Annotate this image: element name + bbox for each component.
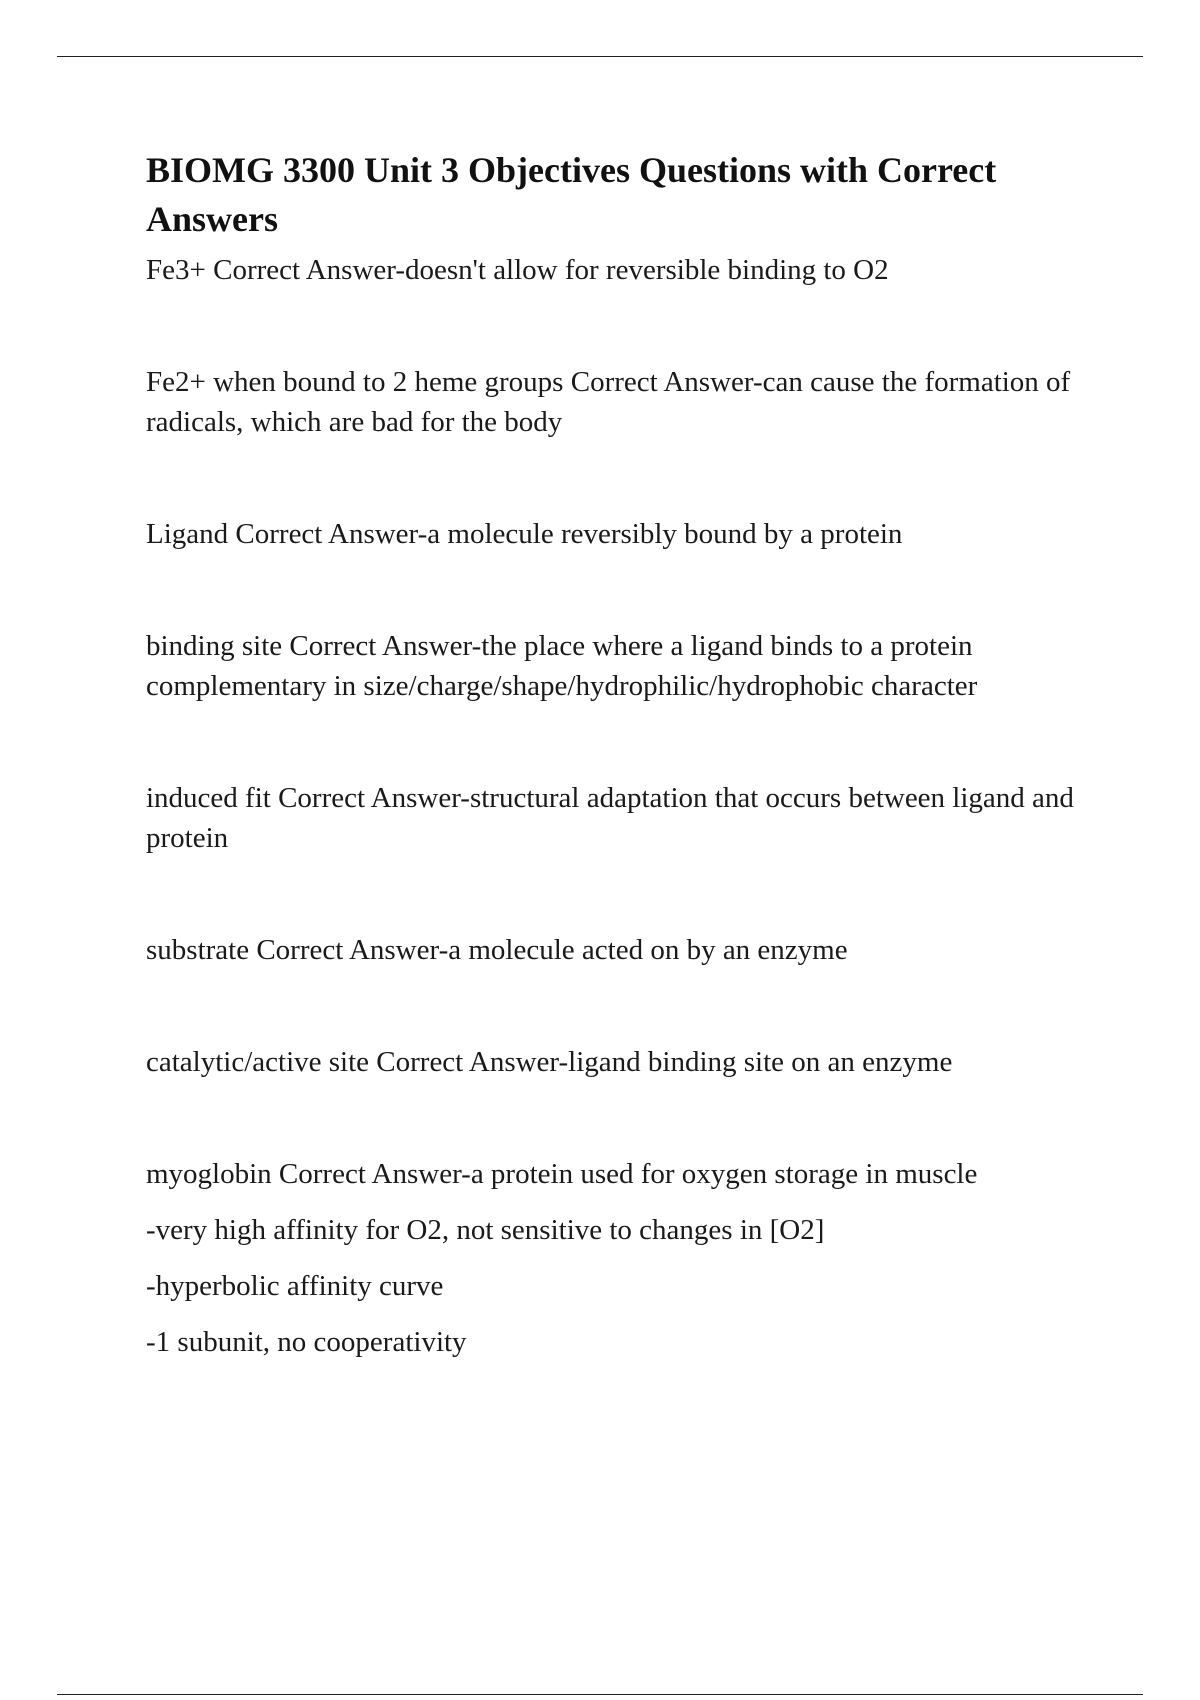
entry-answer: structural adaptation that occurs between ligand and protein [146,782,1074,854]
entry-term: substrate [146,934,250,966]
qa-entry [146,1042,1086,1082]
entry-answer: can cause the formation of radicals, which are bad for the body [146,366,1071,438]
answer-label: Correct Answer- [376,1046,569,1078]
qa-entry [146,250,1086,290]
top-divider [57,56,1143,57]
entry-term: induced fit [146,782,271,814]
entry-detail-line: -very high affinity for O2, not sensitive to changes in [O2] [146,1214,825,1246]
document-title: BIOMG 3300 Unit 3 Objectives Questions with Correct Answers [146,150,997,239]
qa-entry [146,362,1086,442]
entry-detail-line: -hyperbolic affinity curve [146,1270,444,1302]
qa-entry [146,778,1086,858]
answer-label: Correct Answer- [235,518,428,550]
qa-entry [146,1154,1086,1362]
entry-term: Fe3+ [146,254,206,286]
entry-answer: a protein used for oxygen storage in muscle [470,1158,978,1190]
entry-term: myoglobin [146,1158,272,1190]
qa-entry [146,626,1086,706]
answer-label: Correct Answer- [278,1158,471,1190]
entry-answer: ligand binding site on an enzyme [568,1046,953,1078]
qa-entry [146,514,1086,554]
entry-answer: a molecule acted on by an enzyme [448,934,848,966]
answer-label: Correct Answer- [289,630,482,662]
answer-label: Correct Answer- [213,254,405,286]
entry-answer: a molecule reversibly bound by a protein [427,518,903,550]
qa-entry [146,930,1086,970]
answer-label: Correct Answer- [256,934,449,966]
bottom-divider [57,1694,1143,1695]
entry-term: binding site [146,630,283,662]
entry-main-line [146,1154,1086,1194]
entry-answer: doesn't allow for reversible binding to O2 [405,254,889,286]
entry-detail-line: -1 subunit, no cooperativity [146,1326,467,1358]
entry-term: catalytic/active site [146,1046,370,1078]
entry-answer: the place where a ligand binds to a protein complementary in size/charge/shape/hydrophilic/hydrophobic character [146,630,978,702]
answer-label: Correct Answer- [570,366,763,398]
entry-term: Fe2+ when bound to 2 heme groups [146,366,564,398]
document-body [146,146,1086,1434]
answer-label: Correct Answer- [278,782,470,814]
entry-term: Ligand [146,518,229,550]
